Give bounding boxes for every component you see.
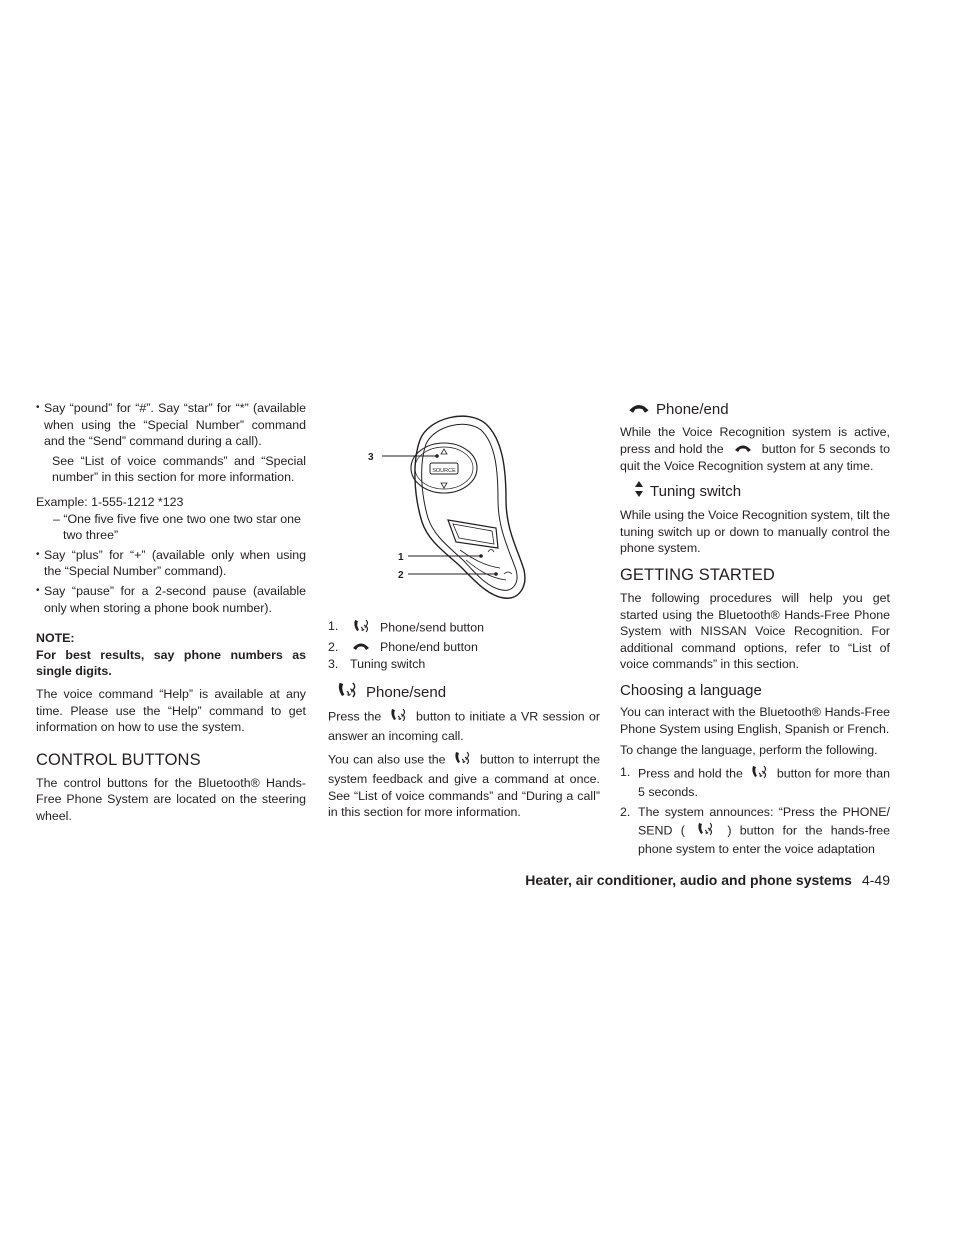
phone-end-heading-text: Phone/end bbox=[656, 401, 729, 418]
legend-label: Tuning switch bbox=[350, 656, 426, 671]
phone-end-paragraph: While the Voice Recognition system is active, press and hold the button for 5 seconds to quit the Voice Recognition system at any time. bbox=[620, 425, 890, 473]
page-footer bbox=[525, 871, 890, 889]
phone-end-icon bbox=[734, 441, 752, 458]
control-buttons-heading: CONTROL BUTTONS bbox=[36, 750, 201, 769]
language-step-2: 2. The system announces: “Press the PHONE/ SEND ( ) button for the hands-free phone system to enter the voice adaptation bbox=[620, 804, 890, 857]
legend-label: Phone/send button bbox=[380, 620, 485, 635]
phone-send-icon bbox=[336, 680, 360, 705]
footer-section-title: Heater, air conditioner, audio and phone systems bbox=[525, 872, 852, 888]
phone-end-icon bbox=[628, 400, 650, 419]
help-paragraph: The voice command “Help” is available at any time. Please use the “Help” command to get information on how to use the system. bbox=[36, 686, 306, 735]
phone-send-paragraph-1: Press the button to initiate a VR session or answer an incoming call. bbox=[328, 707, 600, 744]
note-heading: NOTE: bbox=[36, 631, 75, 646]
left-column bbox=[36, 400, 306, 824]
tuning-switch-heading-text: Tuning switch bbox=[650, 483, 742, 501]
phone-send-heading-text: Phone/send bbox=[366, 684, 447, 702]
phone-end-heading bbox=[620, 400, 890, 419]
phone-end-icon bbox=[352, 639, 370, 656]
getting-started-text: The following procedures will help you get started using the Bluetooth® Hands-Free Phone System with NISSAN Voice Recognition. For additional command options, refer to “List of voice commands” in this section. bbox=[620, 590, 890, 672]
getting-started-heading: GETTING STARTED bbox=[620, 565, 775, 584]
page-number: 4-49 bbox=[861, 872, 890, 888]
note-body: For best results, say phone numbers as single digits. bbox=[36, 647, 306, 679]
tuning-switch-heading bbox=[620, 480, 890, 503]
language-change: To change the language, perform the following. bbox=[620, 743, 878, 758]
language-intro: You can interact with the Bluetooth® Hands-Free Phone System using English, Spanish or French. bbox=[620, 704, 890, 736]
phone-send-icon bbox=[453, 750, 473, 771]
phone-send-icon bbox=[352, 618, 372, 639]
example-spoken: – “One five five five one two one two star one two three” bbox=[53, 511, 301, 543]
legend-label: Phone/end button bbox=[380, 639, 478, 654]
legend-number: 3. bbox=[328, 656, 339, 671]
phone-send-icon bbox=[696, 821, 716, 842]
legend-item bbox=[328, 656, 600, 673]
see-list-note: See “List of voice commands” and “Special number” in this section for more information. bbox=[52, 453, 306, 485]
bullet-pause: • Say “pause” for a 2-second pause (available only when storing a phone book number). bbox=[36, 583, 306, 616]
legend-item bbox=[328, 639, 600, 656]
language-step-1: 1. Press and hold the button for more than 5 seconds. bbox=[620, 764, 890, 800]
bullet-pound-star: • Say “pound” for “#”. Say “star” for “*” (available when using the “Special Number” command and the “Send” command during a call). bbox=[36, 400, 306, 450]
up-down-arrow-icon bbox=[634, 480, 644, 503]
steering-switch-illustration bbox=[328, 400, 600, 610]
choosing-language-heading: Choosing a language bbox=[620, 681, 762, 699]
source-button-label: SOURCE bbox=[432, 468, 456, 474]
control-buttons-text: The control buttons for the Bluetooth® Hands-Free Phone System are located on the steering wheel. bbox=[36, 775, 306, 823]
phone-send-icon bbox=[750, 764, 770, 785]
figure-legend bbox=[328, 618, 600, 672]
example-number: Example: 1-555-1212 *123 bbox=[36, 494, 184, 509]
phone-send-icon bbox=[389, 707, 409, 728]
steering-switch-figure bbox=[328, 400, 600, 610]
tuning-switch-text: While using the Voice Recognition system, tilt the tuning switch up or down to manually control the phone system. bbox=[620, 508, 890, 556]
callout-2: 2 bbox=[398, 570, 404, 581]
callout-1: 1 bbox=[398, 552, 404, 563]
middle-column bbox=[328, 400, 600, 821]
bullet-plus: • Say “plus” for “+” (available only when using the “Special Number” command). bbox=[36, 547, 306, 580]
right-column bbox=[620, 400, 890, 858]
legend-item bbox=[328, 618, 600, 639]
phone-send-heading bbox=[328, 680, 600, 705]
legend-number: 2. bbox=[328, 639, 339, 654]
callout-3: 3 bbox=[368, 452, 374, 463]
phone-send-paragraph-2: You can also use the button to interrupt the system feedback and give a command at once. See “List of voice commands” and “During a call” in this section for more information. bbox=[328, 750, 600, 820]
legend-number: 1. bbox=[328, 619, 339, 633]
